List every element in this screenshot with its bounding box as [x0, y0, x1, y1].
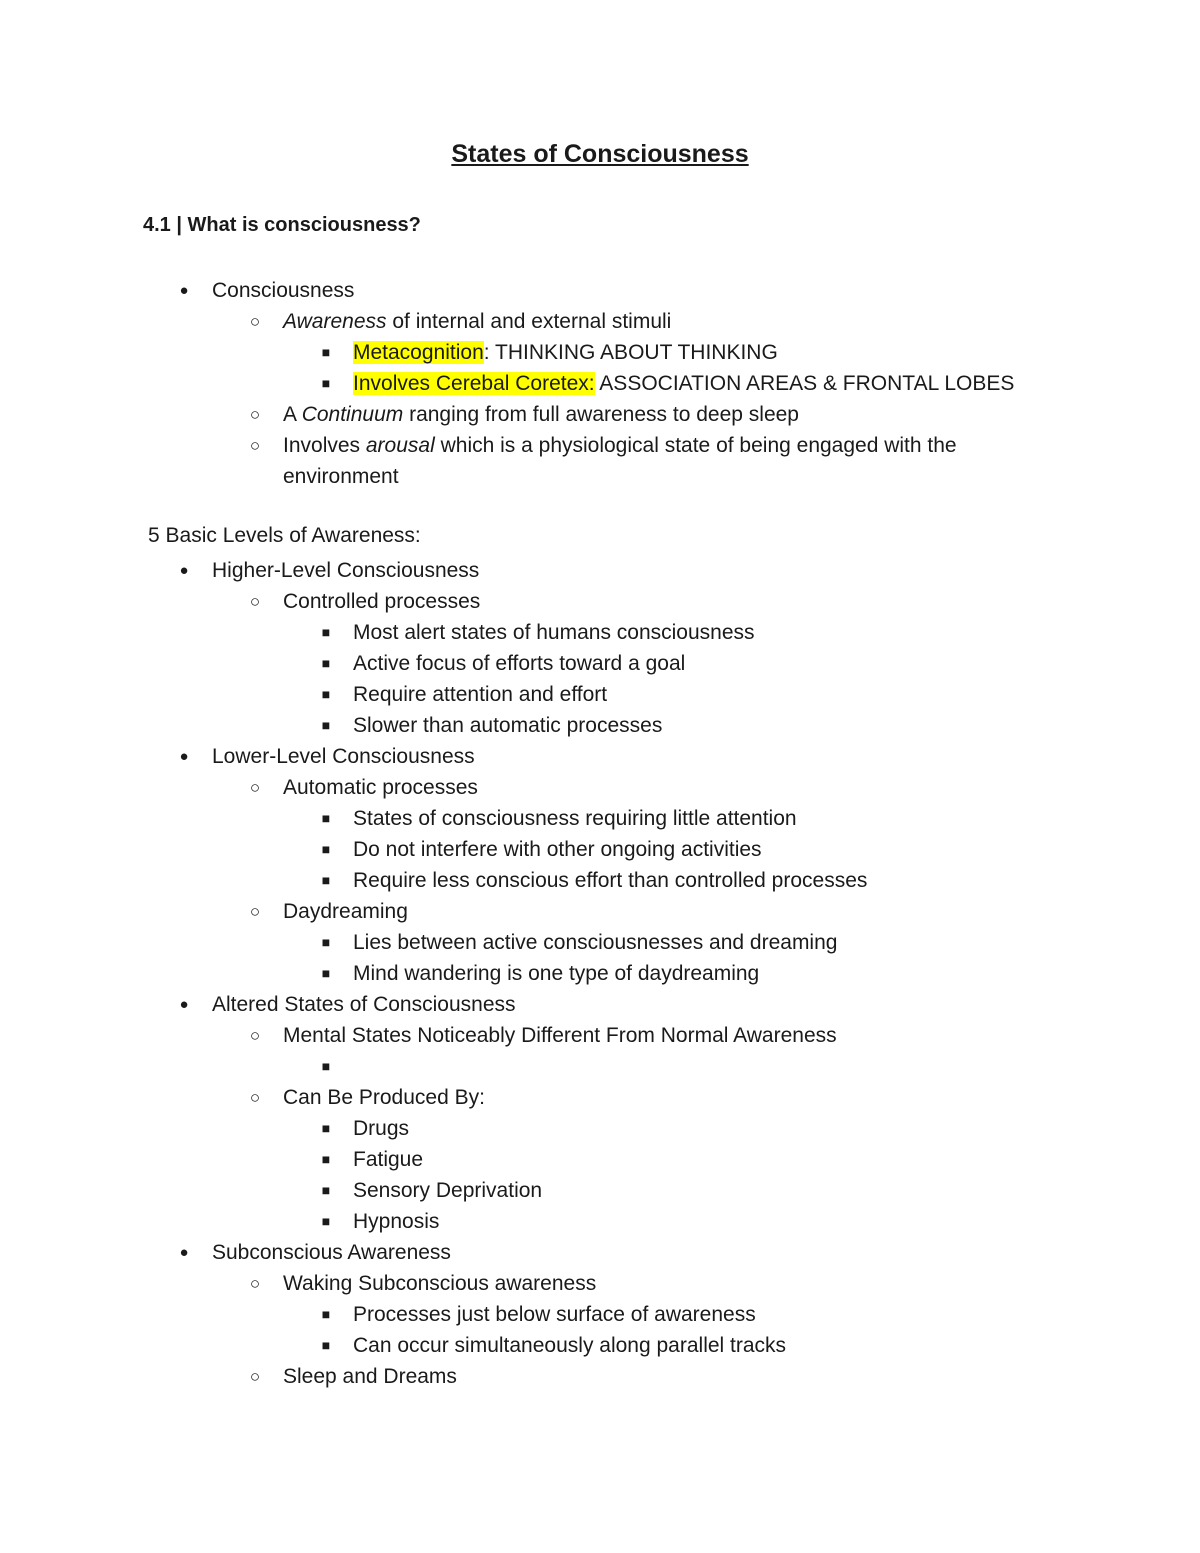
list-item: ■ Slower than automatic processes [0, 710, 1200, 741]
list-item: ○ Waking Subconscious awareness [0, 1268, 1200, 1299]
bullet-circle-icon: ○ [249, 592, 261, 611]
list-item: ■ Processes just below surface of awareness [0, 1299, 1200, 1330]
list-item: ● Higher-Level Consciousness [0, 555, 1200, 586]
bullet-square-icon: ■ [321, 655, 331, 671]
list-item: ■ Require attention and effort [0, 679, 1200, 710]
list-item: ■ Can occur simultaneously along parallel tracks [0, 1330, 1200, 1361]
levels-intro: 5 Basic Levels of Awareness: [148, 524, 421, 547]
list-item: ○ Involves arousal which is a physiological state of being engaged with the environment [0, 430, 1200, 492]
list-item: ■ Sensory Deprivation [0, 1175, 1200, 1206]
list-item: ● Subconscious Awareness [0, 1237, 1200, 1268]
bullet-disc-icon: ● [179, 1244, 189, 1261]
list-item: ■ Do not interfere with other ongoing activities [0, 834, 1200, 865]
list-item: ● Consciousness [0, 275, 1200, 306]
bullet-disc-icon: ● [179, 562, 189, 579]
list-item-empty [0, 1051, 1200, 1082]
list-item: ○ Sleep and Dreams [0, 1361, 1200, 1392]
list-item: ○ Automatic processes [0, 772, 1200, 803]
consciousness-list [0, 275, 1200, 492]
bullet-circle-icon: ○ [249, 1274, 261, 1293]
bullet-square-icon: ■ [321, 1182, 331, 1198]
bullet-disc-icon: ● [179, 282, 189, 299]
bullet-square-icon: ■ [321, 717, 331, 733]
list-item: ■ Involves Cerebal Coretex: ASSOCIATION AREAS & FRONTAL LOBES [0, 368, 1200, 399]
highlighted-text: Involves Cerebal Coretex: [353, 372, 595, 395]
bullet-square-icon: ■ [321, 1120, 331, 1136]
page-title: States of Consciousness [451, 140, 749, 168]
bullet-square-icon: ■ [321, 375, 331, 391]
bullet-square-icon: ■ [321, 1058, 331, 1074]
bullet-circle-icon: ○ [249, 1367, 261, 1386]
highlighted-text: Metacognition [353, 341, 484, 364]
list-item: ■ Drugs [0, 1113, 1200, 1144]
list-item: ○ Mental States Noticeably Different From Normal Awareness [0, 1020, 1200, 1051]
list-item: ○ A Continuum ranging from full awareness to deep sleep [0, 399, 1200, 430]
bullet-circle-icon: ○ [249, 1088, 261, 1107]
bullet-square-icon: ■ [321, 624, 331, 640]
bullet-square-icon: ■ [321, 1151, 331, 1167]
list-item: ■ Mind wandering is one type of daydreaming [0, 958, 1200, 989]
list-item: ■ Hypnosis [0, 1206, 1200, 1237]
list-item: ■ Require less conscious effort than controlled processes [0, 865, 1200, 896]
bullet-square-icon: ■ [321, 810, 331, 826]
bullet-square-icon: ■ [321, 1337, 331, 1353]
list-item: ■ Lies between active consciousnesses and dreaming [0, 927, 1200, 958]
list-item: ■ Fatigue [0, 1144, 1200, 1175]
list-item: ■ Metacognition: THINKING ABOUT THINKING [0, 337, 1200, 368]
bullet-square-icon: ■ [321, 344, 331, 360]
list-item: ● Altered States of Consciousness [0, 989, 1200, 1020]
list-item: ■ Active focus of efforts toward a goal [0, 648, 1200, 679]
bullet-circle-icon: ○ [249, 405, 261, 424]
bullet-square-icon: ■ [321, 965, 331, 981]
bullet-circle-icon: ○ [249, 778, 261, 797]
section-heading: 4.1 | What is consciousness? [143, 214, 421, 236]
bullet-square-icon: ■ [321, 686, 331, 702]
awareness-levels-list [0, 555, 1200, 1392]
bullet-square-icon: ■ [321, 1306, 331, 1322]
bullet-square-icon: ■ [321, 934, 331, 950]
list-item: ■ States of consciousness requiring little attention [0, 803, 1200, 834]
bullet-disc-icon: ● [179, 996, 189, 1013]
bullet-circle-icon: ○ [249, 902, 261, 921]
bullet-square-icon: ■ [321, 872, 331, 888]
list-item: ○ Can Be Produced By: [0, 1082, 1200, 1113]
list-item: ○ Awareness of internal and external stimuli [0, 306, 1200, 337]
list-item: ■ Most alert states of humans consciousness [0, 617, 1200, 648]
bullet-disc-icon: ● [179, 748, 189, 765]
bullet-square-icon: ■ [321, 1213, 331, 1229]
bullet-circle-icon: ○ [249, 1026, 261, 1045]
list-item: ● Lower-Level Consciousness [0, 741, 1200, 772]
list-item: ○ Daydreaming [0, 896, 1200, 927]
bullet-circle-icon: ○ [249, 436, 261, 455]
bullet-square-icon: ■ [321, 841, 331, 857]
list-item: ○ Controlled processes [0, 586, 1200, 617]
bullet-circle-icon: ○ [249, 312, 261, 331]
